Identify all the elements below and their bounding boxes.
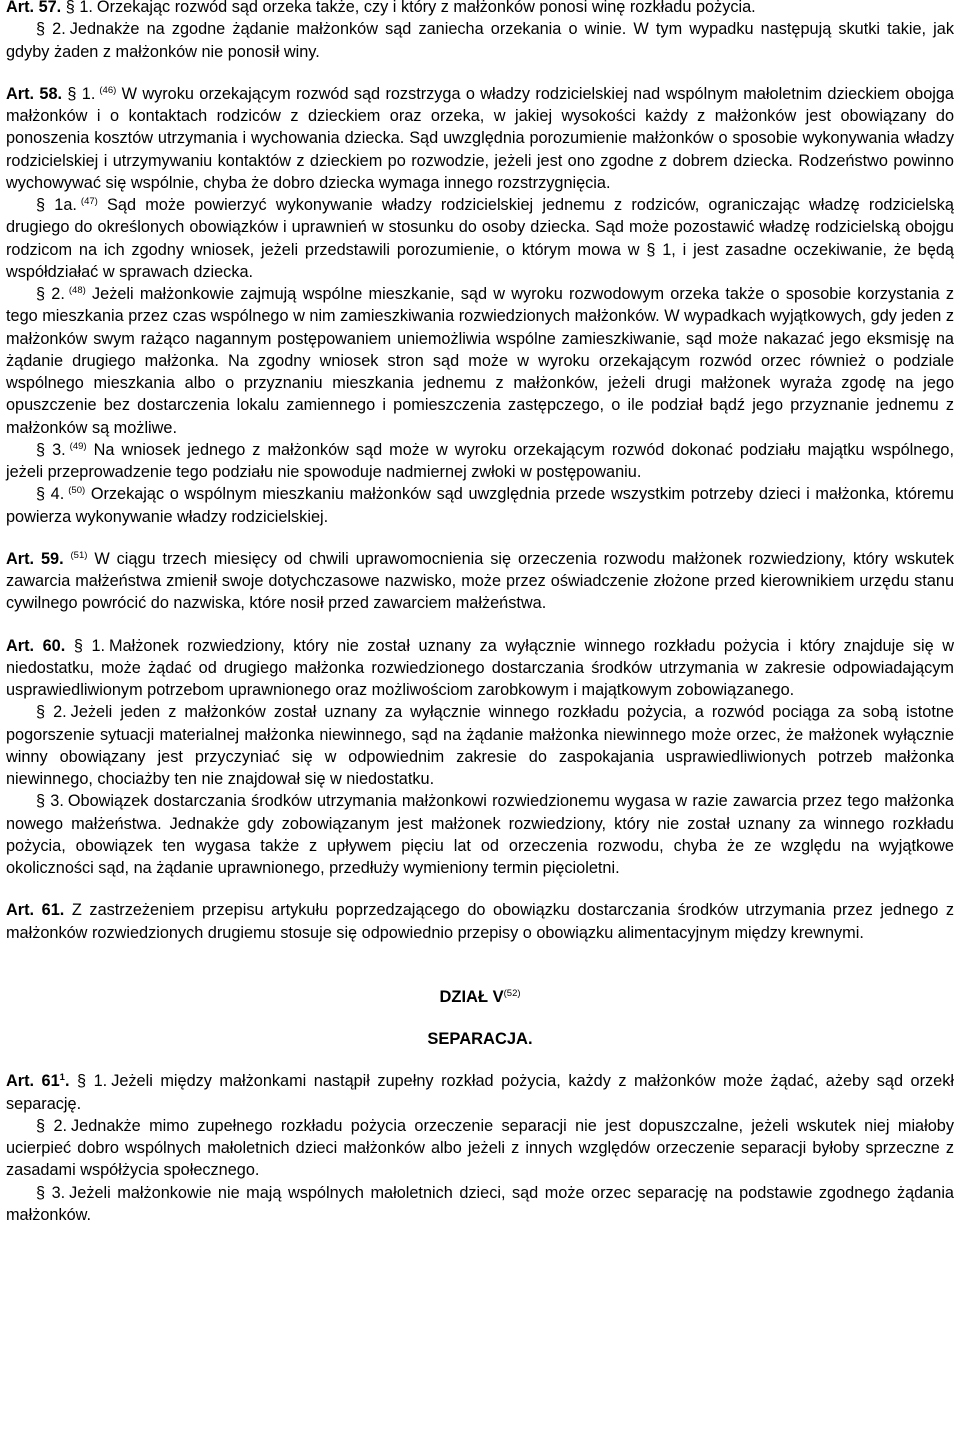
paragraph-text: Jeżeli jeden z małżonków został uznany za wyłącznie winnego rozkładu pożycia, a rozwód pociąga za sobą istotne pogorszenie sytuacji materialnej małżonka niewinnego, sąd na żądanie małżonka niewinnego może orzec, że małżonek wyłącznie winny obowiązany jest przyczyniać się w odpowiednim zakresie do zaspokajania usprawiedliwionych potrzeb małżonka niewinnego, chociażby ten nie znajdował się w niedostatku.: [6, 703, 954, 788]
article-57-par-1: [6, 0, 954, 18]
article-59-par: [6, 548, 954, 615]
footnote-ref[interactable]: (47): [80, 196, 98, 207]
paragraph-number: § 2.: [36, 703, 67, 722]
article-label: Art. 59.: [6, 549, 64, 568]
spacer: [6, 1008, 954, 1028]
paragraph-number: § 1a.: [36, 196, 77, 214]
paragraph-number: § 2.: [36, 285, 65, 303]
article-label: Art. $61^1$.: [6, 1072, 70, 1091]
paragraph-text: Z zastrzeżeniem przepisu artykułu poprzedzającego do obowiązku dostarczania środków utrzymania przez jednego z małżonków rozwiedzionych drugiemu stosuje się odpowiednio przepisy o obowiązku alimentacyjnym między krewnymi.: [6, 901, 955, 942]
paragraph-text: Małżonek rozwiedziony, który nie został uznany za wyłącznie winnego rozkładu pożycia i który znajduje się w niedostatku, może żądać od drugiego małżonka rozwiedzionego dostarczania środków utrzymania w zakresie odpowiadającym usprawiedliwionym potrzebom uprawnionego oraz możliwościom zarobkowym i majątkowym zobowiązanego.: [6, 636, 954, 699]
paragraph-number: § 2.: [36, 1116, 68, 1135]
paragraph-text: Jeżeli małżonkowie zajmują wspólne mieszkanie, sąd w wyroku rozwodowym orzeka także o sposobie korzystania z tego mieszkania przez czas wspólnego w nim zamieszkiwania rozwiedzionych małżonków. W wypadkach wyjątkowych, gdy jeden z małżonków swym rażąco nagannym postępowaniem uniemożliwia wspólne zamieszkiwanie, sąd może nakazać jego eksmisję na żądanie drugiego małżonka. Na zgodny wniosek stron sąd może w wyroku orzekającym rozwód orzec również o podziale wspólnego mieszkania albo o przyznaniu mieszkania jednemu z małżonków, jeżeli drugi małżonek wyraża zgodę na jego opuszczenie bez dostarczenia lokalu zamiennego i pomieszczenia zastępczego, o ile podział bądź jego przyznanie jednemu z małżonków są możliwe.: [6, 285, 954, 437]
article-57: [6, 0, 954, 63]
section-subtitle: SEPARACJA.: [427, 1030, 533, 1048]
article-58: [6, 83, 954, 528]
paragraph-text: Sąd może powierzyć wykonywanie władzy rodzicielskiej jednemu z rodziców, ograniczając władzę rodzicielską drugiego do określonych obowiązków i uprawnień w stosunku do osoby dziecka. Sąd może pozostawić władzę rodzicielską obojgu rodzicom na ich zgodny wniosek, jeżeli przedstawili porozumienie, o którym mowa w § 1, i jest zasadne oczekiwanie, że będą współdziałać w sprawach dziecka.: [6, 196, 954, 281]
paragraph-text: Jednakże mimo zupełnego rozkładu pożycia orzeczenie separacji nie jest dopuszczalne, jeżeli wskutek niej miałoby ucierpieć dobro wspólnych małoletnich dzieci małżonków albo jeżeli z innych względów orzeczenie separacji byłoby sprzeczne z zasadami współżycia społecznego.: [6, 1116, 954, 1180]
paragraph-text: Jeżeli między małżonkami nastąpił zupełny rozkład pożycia, każdy z małżonków może żądać, ażeby sąd orzekł separację.: [6, 1072, 954, 1113]
footnote-ref[interactable]: (52): [503, 987, 521, 999]
article-58-par-2: [6, 283, 954, 439]
article-61-1-par-2: [6, 1115, 954, 1182]
paragraph-number: § 3.: [36, 1183, 66, 1202]
paragraph-number: § 3.: [36, 792, 64, 811]
spacer: [6, 615, 954, 635]
paragraph-number: § 4.: [36, 485, 65, 504]
article-label: Art. 60.: [6, 636, 66, 655]
article-58-par-4: [6, 483, 954, 528]
article-61-1: [6, 1070, 954, 1226]
article-61-par: [6, 899, 954, 944]
section-title: [6, 986, 954, 1008]
article-61-1-par-3: [6, 1182, 954, 1227]
paragraph-text: W wyroku orzekającym rozwód sąd rozstrzyga o władzy rodzicielskiej nad wspólnym małoletnim dzieckiem obojga małżonków i o kontaktach rodziców z dzieckiem oraz orzeka, w jakiej wysokości każdy z małżonków jest obowiązany do ponoszenia kosztów utrzymania i wychowania dziecka. Sąd uwzględnia porozumienie małżonków o sposobie wykonywania władzy rodzicielskiej i utrzymywaniu kontaktów z dzieckiem po rozwodzie, jeżeli jest ono zgodne z dobrem dziecka. Rodzeństwo powinno wychowywać się wspólnie, chyba że dobro dziecka wymaga innego rozstrzygnięcia.: [6, 84, 954, 192]
article-58-par-1: [6, 83, 954, 194]
article-61-1-par-1: [6, 1070, 954, 1115]
paragraph-number: § 1.: [77, 1072, 108, 1091]
article-60-par-3: [6, 790, 954, 879]
spacer: [6, 879, 954, 899]
article-61: [6, 899, 954, 944]
footnote-ref[interactable]: (46): [99, 84, 117, 96]
spacer: [6, 966, 954, 986]
footnote-ref[interactable]: (49): [69, 440, 87, 452]
article-59: [6, 548, 954, 615]
section-title-text: DZIAŁ V: [439, 987, 504, 1006]
paragraph-number: § 3.: [36, 440, 66, 459]
article-58-par-3: [6, 439, 954, 484]
spacer: [6, 63, 954, 83]
article-label: Art. 58.: [6, 84, 63, 103]
paragraph-number: § 1.: [67, 84, 96, 103]
paragraph-text: W ciągu trzech miesięcy od chwili uprawomocnienia się orzeczenia rozwodu małżonek rozwiedziony, który wskutek zawarcia małżeństwa zmienił swoje dotychczasowe nazwisko, może przez oświadczenie złożone przed kierownikiem urzędu stanu cywilnego powrócić do nazwiska, które nosił przed zawarciem małżeństwa.: [6, 549, 954, 613]
paragraph-text: Orzekając o wspólnym mieszkaniu małżonków sąd uwzględnia przede wszystkim potrzeby dzieci i małżonka, któremu powierza wykonywanie władzy rodzicielskiej.: [6, 485, 954, 526]
article-60: [6, 635, 954, 880]
article-label: Art. 57.: [6, 0, 62, 16]
footnote-ref[interactable]: (51): [70, 549, 88, 561]
spacer: [6, 1050, 954, 1070]
article-58-par-1a: [6, 194, 954, 283]
paragraph-text: Na wniosek jednego z małżonków sąd może w wyroku orzekającym rozwód dokonać podziału majątku wspólnego, jeżeli przeprowadzenie tego podziału nie spowoduje nadmiernej zwłoki w postępowaniu.: [6, 440, 954, 481]
article-label-superscript: 1: [59, 1072, 65, 1084]
paragraph-text: Obowiązek dostarczania środków utrzymania małżonkowi rozwiedzionemu wygasa w razie zawarcia przez tego małżonka nowego małżeństwa. Jednakże gdy zobowiązanym jest małżonek rozwiedziony, który nie został uznany za winnego rozkładu pożycia, obowiązek ten wygasa także z upływem pięciu lat od orzeczenia rozwodu, chyba że ze względu na wyjątkowe okoliczności sąd, na żądanie uprawnionego, przedłuży wymieniony termin pięcioletni.: [6, 792, 954, 877]
spacer: [6, 528, 954, 548]
paragraph-number: § 1.: [65, 0, 93, 16]
paragraph-text: Orzekając rozwód sąd orzeka także, czy i który z małżonków ponosi winę rozkładu pożycia.: [96, 0, 756, 16]
paragraph-text: Jeżeli małżonkowie nie mają wspólnych małoletnich dzieci, sąd może orzec separację na podstawie zgodnego żądania małżonków.: [6, 1183, 954, 1224]
article-label: Art. 61.: [6, 901, 65, 920]
article-60-par-1: [6, 635, 954, 702]
footnote-ref[interactable]: (48): [68, 285, 86, 296]
spacer: [6, 944, 954, 966]
paragraph-number: § 2.: [36, 20, 66, 39]
article-57-par-2: [6, 18, 954, 63]
article-60-par-2: [6, 701, 954, 790]
paragraph-number: § 1.: [73, 636, 106, 655]
paragraph-text: Jednakże na zgodne żądanie małżonków sąd zaniecha orzekania o winie. W tym wypadku następują skutki takie, jak gdyby żaden z małżonków nie ponosił winy.: [6, 20, 954, 61]
footnote-ref[interactable]: (50): [68, 485, 86, 497]
